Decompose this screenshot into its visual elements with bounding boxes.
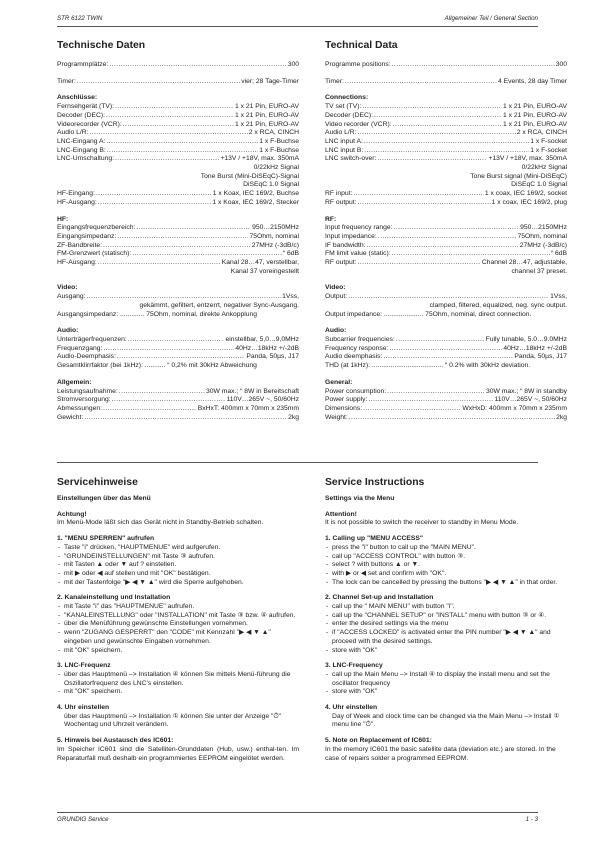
table-row: Decoder (DEC): ..... 1 x 21 Pin, EURO-AV <box>325 112 567 121</box>
list-item: - call up the " MAIN MENU" with button "i". <box>325 603 567 612</box>
en-attention: Attention! <box>325 510 357 518</box>
table-row: Programme positions: ..... 300 <box>325 61 567 70</box>
de-connections-heading: Anschlüsse: <box>57 94 98 102</box>
table-row: LNC-Umschaltung: ..... +13V / +18V, max. 350mA <box>57 155 299 164</box>
table-row: Audio-Deemphasis: ..... Panda, 50µs, J17 <box>57 353 299 362</box>
header-rule <box>57 26 538 27</box>
table-row: IF bandwidth: ..... 27MHz (-3dB/c) <box>325 242 567 251</box>
table-row: Decoder (DEC): ..... 1 x 21 Pin, EURO-AV <box>57 112 299 121</box>
table-row: Weight: ..... 2kg <box>325 414 567 423</box>
de-video-heading: Video: <box>57 284 78 292</box>
en-service-subtitle: Settings via the Menu <box>325 495 395 502</box>
list-item: - mit "OK" speichern. <box>57 688 299 697</box>
de-step4-heading: 4. Uhr einstellen <box>57 704 110 712</box>
table-row: LNC input A: ..... 1 x F-socket <box>325 138 567 147</box>
table-row: LNC switch-over: ..... +13V / +18V, max. 350mA <box>325 155 567 164</box>
table-row: Gewicht: ..... 2kg <box>57 414 299 423</box>
table-row: Eingangsfrequenzbereich: ..... 950…2150MHz <box>57 224 299 233</box>
list-item: - über das Hauptmenü –> Installation ④ können Sie mittels Menü-führung die Oszillatorfrequenz des LNC's einstellen. <box>57 671 299 688</box>
de-service-instructions <box>57 477 299 763</box>
de-audio-thd: Gesamtklirrfaktor (bei 1kHz): ........... “ 0,2% mit 30kHz Abweichung <box>57 362 257 370</box>
table-row: Input frequency range: ..... 950…2150MHz <box>325 224 567 233</box>
list-item: - store with "OK" <box>325 688 567 697</box>
de-attention: Achtung! <box>57 510 87 518</box>
table-row: Timer: ..... 4 Events, 28 day Timer <box>325 78 567 87</box>
table-row: Audio L/R: ..... 2 x RCA, CINCH <box>325 129 567 138</box>
table-row: RF output: ..... 1 x coax, IEC 169/2, plug <box>325 199 567 208</box>
list-item: - über die Menüführung gewünschte Einstellungen vornehmen. <box>57 620 299 629</box>
de-video-desc: gekämmt, gefiltert, entzerrt, negativer Sync-Ausgang. <box>139 301 299 309</box>
table-row: Ausgang: ..... 1Vss, <box>57 293 299 302</box>
de-timer-row: Timer: ..... vier; 28 Tage-Timer <box>57 78 299 87</box>
header-model: STR 6122 TWIN <box>57 15 103 22</box>
list-item: - mit "OK" speichern. <box>57 647 299 656</box>
table-row: Power supply: ..... 110V…265V ~, 50/60Hz <box>325 396 567 405</box>
en-general-heading: General: <box>325 378 353 386</box>
table-row: ZF-Bandbreite: ..... 27MHz (-3dB/c) <box>57 242 299 251</box>
table-row: Frequency response: ..... 40Hz…18kHz +/-2dB <box>325 345 567 354</box>
en-service-instructions <box>325 477 567 763</box>
table-row: LNC-Eingang A: ..... 1 x F-Buchse <box>57 138 299 147</box>
de-title: Technische Daten <box>57 40 146 51</box>
en-step3-heading: 3. LNC-Frequency <box>325 662 383 670</box>
list-item: - store with "OK" <box>325 647 567 656</box>
de-conn-extra-3: DiSEqC 1.0 Signal <box>243 181 299 189</box>
table-row: Output: ..... 1Vss, <box>325 293 567 302</box>
footer-brand: GRUNDIG Service <box>57 816 109 823</box>
table-row: RF input: ..... 1 x coax, IEC 169/2, socket <box>325 190 567 199</box>
page-number: 1 - 3 <box>525 816 538 823</box>
list-item: - press the "i" button to call up the "MAIN MENU". <box>325 544 567 553</box>
de-step5-heading: 5. Hinweis bei Austausch des IC601: <box>57 737 174 745</box>
page-header <box>57 15 538 26</box>
list-item: - mit ▶ oder ◀ auf stellen und mit "OK" bestätigen. <box>57 570 299 579</box>
list-item: - mit der Tastenfolge "▶ ◀ ▼ ▲" wird die Sperre aufgehoben. <box>57 579 299 588</box>
list-item: - "GRUNDEINSTELLUNGEN" mit Taste ③ aufrufen. <box>57 553 299 562</box>
table-row: FM limit value (static): ..... “ 6dB <box>325 250 567 259</box>
de-step4-text: über das Hauptmenü –> Installation ① können Sie unter der Anzeige "⏱" Wochentag und Uhrzeit verändern. <box>64 712 282 729</box>
header-section: Allgemeiner Teil / General Section <box>444 15 538 22</box>
en-video-heading: Video: <box>325 284 346 292</box>
list-item: - wenn "ZUGANG GESPERRT" den "CODE" mit Kennzahl "▶ ◀ ▼ ▲" eingeben und gewünschte Eingaben vornehmen. <box>57 629 299 646</box>
en-connections-heading: Connections: <box>325 94 369 102</box>
table-row: RF output: ..... Channel 28…47, adjustable, <box>325 259 567 268</box>
en-rf-extra: channel 37 preset. <box>511 267 567 275</box>
table-row: Videorecorder (VCR): ..... 1 x 21 Pin, EURO-AV <box>57 121 299 130</box>
section-divider <box>57 462 538 463</box>
table-row: Abmessungen: ..... BxHxT: 400mm x 70mm x 235mm <box>57 405 299 414</box>
table-row: Stromversorgung: ..... 110V…265V ~, 50/60Hz <box>57 396 299 405</box>
table-row: Audio deemphasis: ..... Panda, 50µs, J17 <box>325 353 567 362</box>
de-hf-heading: HF: <box>57 215 69 223</box>
en-conn-extra-3: DiSEqC 1.0 Signal <box>511 181 567 189</box>
en-conn-extra-2: Tone Burst signal (Mini-DiSEqC) <box>470 172 567 180</box>
de-attention-text: Im Menü-Mode läßt sich das Gerät nicht in Standby-Betrieb schalten. <box>57 519 264 527</box>
list-item: - with ▶ or ◀ set and confirm with "OK". <box>325 570 567 579</box>
en-step1-heading: 1. Calling up "MENU ACCESS" <box>325 535 424 543</box>
list-item: - call up "ACCESS CONTROL" with button ③. <box>325 553 567 562</box>
en-video-desc: clamped, filtered, equalized, neg. sync output. <box>429 301 567 309</box>
table-row: Dimensions: ..... WxHxD: 400mm x 70mm x 235mm <box>325 405 567 414</box>
en-audio-heading: Audio: <box>325 327 347 335</box>
table-row: FM-Grenzwert (statisch): ..... “ 6dB <box>57 250 299 259</box>
page-footer <box>57 816 538 827</box>
list-item: - enter the desired settings via the menu <box>325 620 567 629</box>
table-row: Fernsehgerät (TV): ..... 1 x 21 Pin, EURO-AV <box>57 103 299 112</box>
table-row: Audio L/R: ..... 2 x RCA, CINCH <box>57 129 299 138</box>
en-step5-heading: 5. Note on Replacement of IC601: <box>325 737 432 745</box>
en-step2-heading: 2. Channel Set-up and Installation <box>325 594 434 602</box>
table-row: HF-Ausgang: ..... Kanal 28…47, verstellbar, <box>57 259 299 268</box>
de-service-title: Servicehinweise <box>57 477 138 488</box>
table-row: Frequenzgang: ..... 40Hz…18kHz +/-2dB <box>57 345 299 354</box>
list-item: - select ? with buttons ▲ or ▼. <box>325 561 567 570</box>
de-programs-row: Programmplätze: ..... 300 <box>57 61 299 70</box>
en-rf-heading: RF: <box>325 215 337 223</box>
table-row: Eingangsimpedanz: ..... 75Ohm, nominal <box>57 233 299 242</box>
de-step1-heading: 1. "MENU SPERREN" aufrufen <box>57 535 155 543</box>
en-title: Technical Data <box>325 40 398 51</box>
en-step4-heading: 4. Uhr einstellen <box>325 704 378 712</box>
de-step2-heading: 2. Kanaleinstellung und Installation <box>57 594 171 602</box>
table-row: Subcarrier frequencies: ..... Fully tunable, 5.0…9.0MHz <box>325 336 567 345</box>
en-technical-data <box>325 40 567 422</box>
en-attention-text: It is not possible to switch the receiver to standby in Menu Mode. <box>325 519 519 527</box>
de-technical-data <box>57 40 299 422</box>
table-row: Unterträgerfrequenzen: ..... einstellbar, 5,0…9,0MHz <box>57 336 299 345</box>
list-item: - if "ACCESS LOCKED" is activated enter the PIN number "▶ ◀ ▼ ▲" and proceed with the desired settings. <box>325 629 567 646</box>
de-conn-extra-2: Tone Burst (Mini-DiSEqC)-Signal <box>200 172 299 180</box>
en-step5-text: In the memory IC601 the basic satellite data (deviation etc.) are stored. In the case of repairs solder a programmed EEPROM. <box>325 745 556 762</box>
de-step5-text: Im Speicher IC601 sind die Satelliten-Grunddaten (Hub, usw.) enthal-ten. Im Reparaturfall muß deshalb ein programmiertes EEPROM eingelötet werden. <box>57 745 299 762</box>
de-video-impedance: Ausgangsimpedanz: ............. 75Ohm, nominal, direkte Ankopplung <box>57 310 257 318</box>
en-audio-thd: THD (at 1kHz): ...................................... “ 0.2% with 30kHz deviation. <box>325 362 531 370</box>
list-item: - mit Taste "i" das "HAUPTMENUE" aufrufen. <box>57 603 299 612</box>
table-row: Leistungsaufnahme: ..... 30W max.; “ 8W in Bereitschaft <box>57 388 299 397</box>
en-conn-extra-1: 0/22kHz Signal <box>521 164 567 172</box>
table-row: Input impedance: ..... 75Ohm, nominal <box>325 233 567 242</box>
table-row: LNC-Eingang B: ..... 1 x F-Buchse <box>57 147 299 156</box>
en-video-impedance: Output impedance: ..................... 75Ohm, nominal, direct connection. <box>325 310 532 318</box>
en-service-title: Service Instructions <box>325 477 425 488</box>
de-hf-extra: Kanal 37 voreingestellt <box>230 267 299 275</box>
list-item: - "KANALEINSTELLUNG" oder "INSTALLATION" mit Taste ③ bzw. ④ aufrufen. <box>57 612 299 621</box>
table-row: TV set (TV): ..... 1 x 21 Pin, EURO-AV <box>325 103 567 112</box>
de-step3-heading: 3. LNC-Frequenz <box>57 662 111 670</box>
de-service-subtitle: Einstellungen über das Menü <box>57 495 151 502</box>
table-row: Video recorder (VCR): ..... 1 x 21 Pin, EURO-AV <box>325 121 567 130</box>
list-item: - call up the "CHANNEL SETUP" or "INSTALL" menu with button ③ or ④. <box>325 612 567 621</box>
de-audio-heading: Audio: <box>57 327 79 335</box>
table-row: Power consumption: ..... 30W max.; “ 8W in standby <box>325 388 567 397</box>
list-item: - mit Tasten ▲ oder ▼ auf ? einstellen. <box>57 561 299 570</box>
list-item: - The lock can be cancelled by pressing the buttons "▶ ◀ ▼ ▲" in that order. <box>325 579 567 588</box>
table-row: HF-Ausgang: ..... 1 x Koax, IEC 169/2, Stecker <box>57 199 299 208</box>
list-item: - call up the Main Menu –> Install ④ to display the install menu and set the oscillator frequency <box>325 671 567 688</box>
footer-rule <box>57 812 538 813</box>
de-conn-extra-1: 0/22kHz Signal <box>253 164 299 172</box>
table-row: HF-Eingang: ..... 1 x Koax, IEC 169/2, Buchse <box>57 190 299 199</box>
de-general-heading: Allgemein: <box>57 378 92 386</box>
table-row: LNC input B: ..... 1 x F-socket <box>325 147 567 156</box>
en-step4-text: Day of Week and clock time can be changed via the Main Menu –> Install ① menu line "⏱". <box>332 712 560 729</box>
list-item: - Taste "i" drücken, "HAUPTMENUE" wird aufgerufen. <box>57 544 299 553</box>
